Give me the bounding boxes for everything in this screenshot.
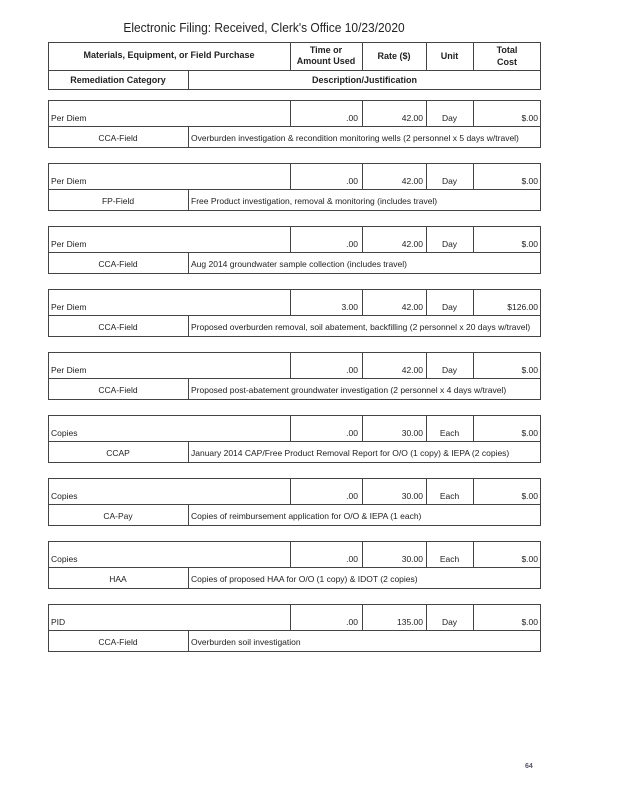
entry-unit: Day	[441, 113, 458, 123]
entry-description: Aug 2014 groundwater sample collection (includes travel)	[191, 259, 407, 269]
entry-item: Per Diem	[51, 365, 87, 375]
header-total-line1: Total	[496, 45, 518, 55]
header-total-line2: Cost	[497, 57, 517, 67]
entry-description: Free Product investigation, removal & monitoring (includes travel)	[191, 196, 438, 206]
entry-unit: Each	[439, 554, 460, 564]
entry-item: Per Diem	[51, 239, 87, 249]
entry-block	[0, 226, 618, 276]
header-time-line2: Amount Used	[296, 56, 356, 66]
entry-description: Overburden investigation & recondition monitoring wells (2 personnel x 5 days w/travel)	[191, 133, 519, 143]
entry-rate: 42.00	[401, 365, 423, 375]
entry-amount: .00	[346, 239, 358, 249]
entry-item: Copies	[51, 428, 78, 438]
entry-rate: 42.00	[401, 176, 423, 186]
entry-unit: Each	[439, 491, 460, 501]
entry-block	[0, 478, 618, 528]
entry-block	[0, 289, 618, 339]
entry-total: $.00	[521, 428, 538, 438]
entry-unit: Day	[441, 176, 458, 186]
entry-category: CCA-Field	[98, 322, 138, 332]
header-rate: Rate ($)	[377, 51, 411, 61]
entry-amount: .00	[346, 491, 358, 501]
entry-amount: .00	[346, 176, 358, 186]
header-unit: Unit	[440, 51, 459, 61]
entry-category: CCA-Field	[98, 133, 138, 143]
entry-total: $.00	[521, 365, 538, 375]
entry-category: CCAP	[106, 448, 130, 458]
entry-description: Copies of proposed HAA for O/O (1 copy) & IDOT (2 copies)	[191, 574, 418, 584]
entry-rate: 42.00	[401, 302, 423, 312]
entry-unit: Day	[441, 302, 458, 312]
entry-category: CCA-Field	[98, 385, 138, 395]
entry-category: CCA-Field	[98, 637, 138, 647]
entry-description: January 2014 CAP/Free Product Removal Report for O/O (1 copy) & IEPA (2 copies)	[191, 448, 510, 458]
entry-total: $.00	[521, 113, 538, 123]
entry-amount: .00	[346, 428, 358, 438]
entry-category: CA-Pay	[103, 511, 133, 521]
entry-rate: 30.00	[401, 554, 423, 564]
entry-rate: 30.00	[401, 428, 423, 438]
entry-block	[0, 415, 618, 465]
entry-amount: .00	[346, 365, 358, 375]
entry-total: $.00	[521, 176, 538, 186]
entry-item: Copies	[51, 491, 78, 501]
entry-total: $126.00	[507, 302, 538, 312]
entry-item: Per Diem	[51, 176, 87, 186]
entry-description: Proposed post-abatement groundwater investigation (2 personnel x 4 days w/travel)	[191, 385, 507, 395]
entry-block	[0, 100, 618, 150]
entry-block	[0, 352, 618, 402]
entry-total: $.00	[521, 239, 538, 249]
entry-unit: Each	[439, 428, 460, 438]
entry-amount: .00	[346, 617, 358, 627]
header-category: Remediation Category	[70, 75, 166, 85]
entry-item: Copies	[51, 554, 78, 564]
entry-category: FP-Field	[101, 196, 135, 206]
entry-block	[0, 163, 618, 213]
entry-rate: 42.00	[401, 113, 423, 123]
entry-category: HAA	[109, 574, 127, 584]
entry-block	[0, 541, 618, 591]
entry-item: Per Diem	[51, 113, 87, 123]
header-materials: Materials, Equipment, or Field Purchase	[83, 50, 255, 60]
entry-rate: 135.00	[397, 617, 423, 627]
entry-amount: 3.00	[341, 302, 358, 312]
filing-banner: Electronic Filing: Received, Clerk's Office 10/23/2020	[123, 20, 405, 35]
entry-description: Proposed overburden removal, soil abatement, backfilling (2 personnel x 20 days w/travel)	[191, 322, 531, 332]
entry-unit: Day	[441, 365, 458, 375]
entry-item: Per Diem	[51, 302, 87, 312]
entry-total: $.00	[521, 491, 538, 501]
entry-unit: Day	[441, 239, 458, 249]
page-number: 64	[525, 763, 533, 770]
entry-rate: 42.00	[401, 239, 423, 249]
entry-block	[0, 604, 618, 654]
header-description: Description/Justification	[311, 75, 418, 85]
entry-amount: .00	[346, 113, 358, 123]
entry-total: $.00	[521, 554, 538, 564]
entry-item: PID	[51, 617, 66, 627]
header-time-line1: Time or	[309, 45, 343, 55]
entry-category: CCA-Field	[98, 259, 138, 269]
entry-rate: 30.00	[401, 491, 423, 501]
entry-amount: .00	[346, 554, 358, 564]
entry-unit: Day	[441, 617, 458, 627]
entry-description: Overburden soil investigation	[191, 637, 301, 647]
entry-total: $.00	[521, 617, 538, 627]
entry-description: Copies of reimbursement application for O/O & IEPA (1 each)	[191, 511, 422, 521]
